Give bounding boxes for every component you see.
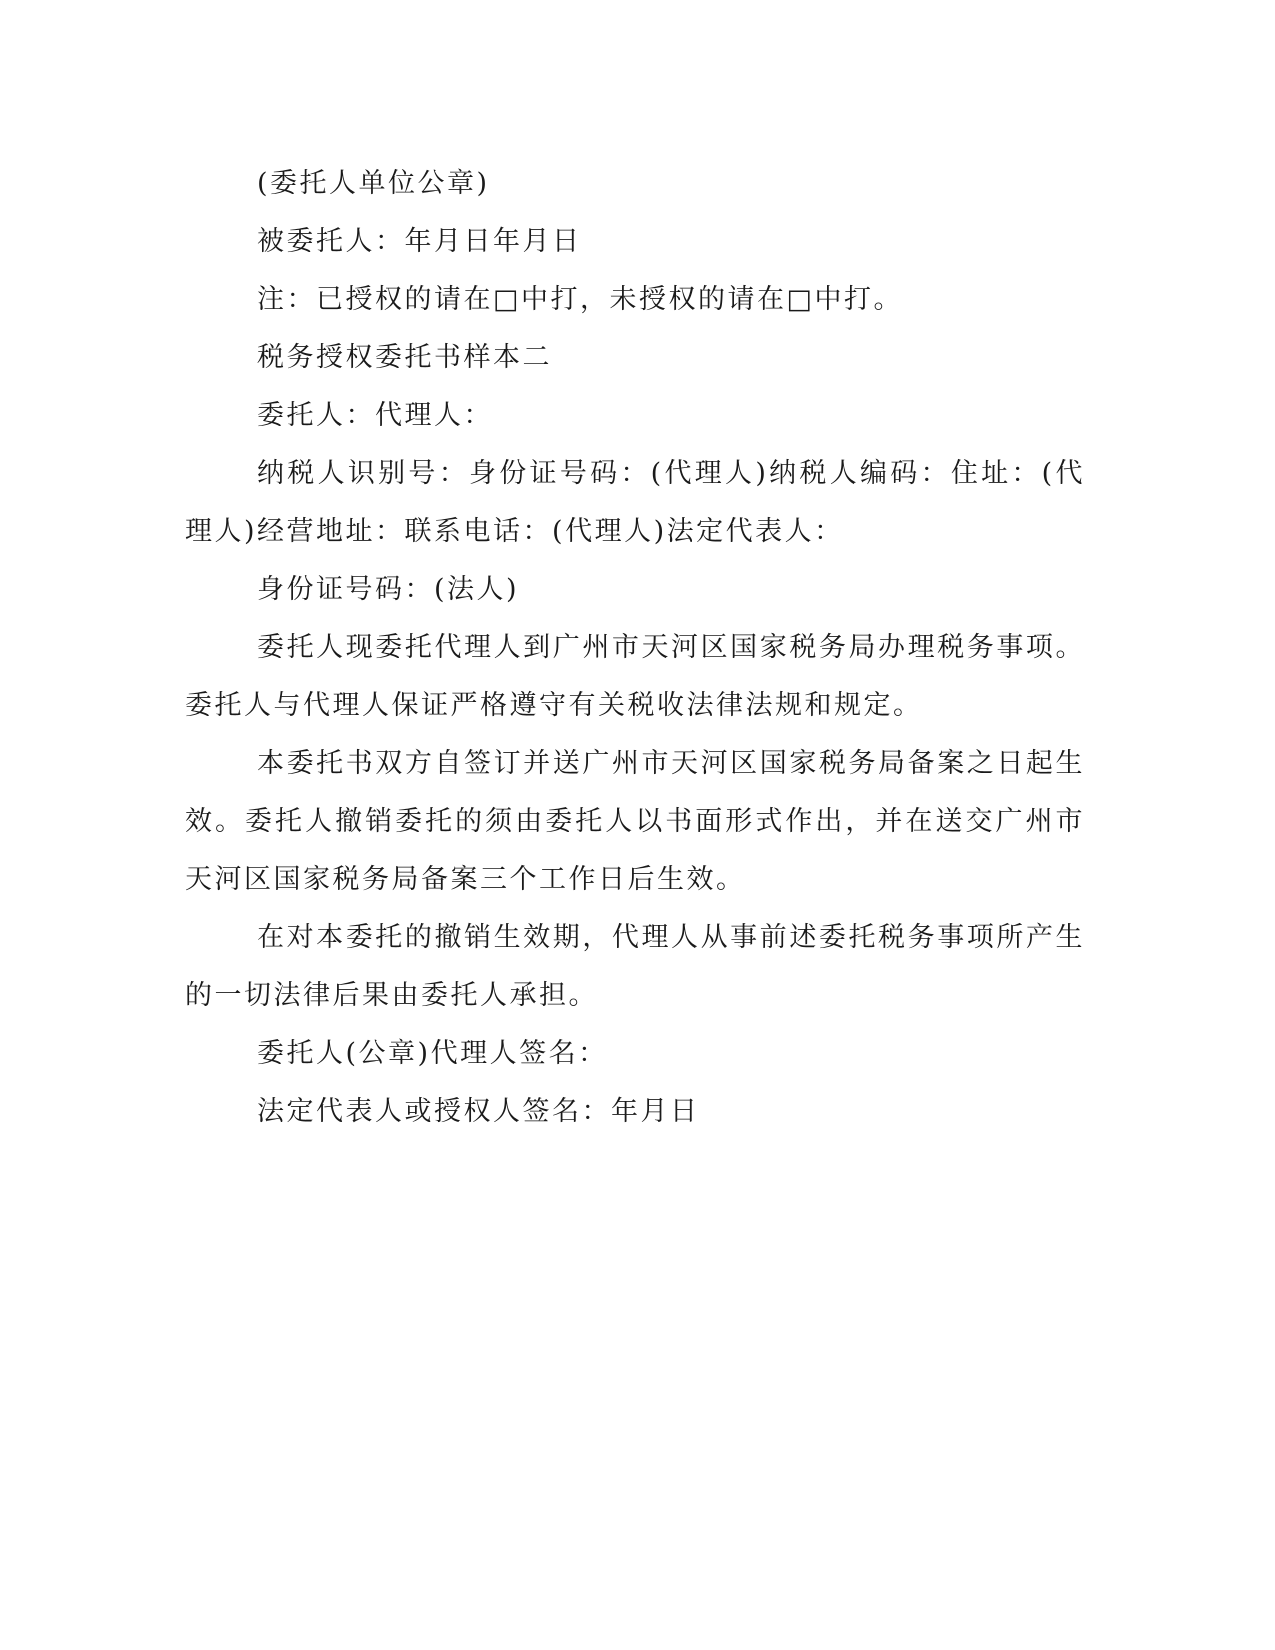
paragraph-authorization: 委托人现委托代理人到广州市天河区国家税务局办理税务事项。委托人与代理人保证严格遵守有关税收法律法规和规定。 [185, 632, 1085, 721]
document-body [185, 155, 1085, 1141]
paragraph-trustee-date: 被委托人：年月日年月日 [257, 226, 582, 257]
paragraph-note: 注：已授权的请在□中打，未授权的请在□中打。 [257, 284, 904, 315]
paragraph-company-seal: (委托人单位公章) [257, 168, 490, 199]
paragraph-id-number: 身份证号码：(法人) [257, 574, 520, 605]
paragraph-effective-terms: 本委托书双方自签订并送广州市天河区国家税务局备案之日起生效。委托人撤销委托的须由委托人以书面形式作出，并在送交广州市天河区国家税务局备案三个工作日后生效。 [185, 748, 1085, 895]
paragraph-liability: 在对本委托的撤销生效期，代理人从事前述委托税务事项所产生的一切法律后果由委托人承担。 [185, 922, 1085, 1011]
paragraph-signature-agent: 委托人(公章)代理人签名： [257, 1038, 608, 1069]
paragraph-signature-legal-rep: 法定代表人或授权人签名：年月日 [257, 1096, 700, 1127]
paragraph-principal-agent: 委托人：代理人： [257, 400, 493, 431]
paragraph-sample-title: 税务授权委托书样本二 [257, 342, 552, 373]
paragraph-taxpayer-info: 纳税人识别号：身份证号码：(代理人)纳税人编码：住址：(代理人)经营地址：联系电话：(代理人)法定代表人： [185, 458, 1085, 547]
